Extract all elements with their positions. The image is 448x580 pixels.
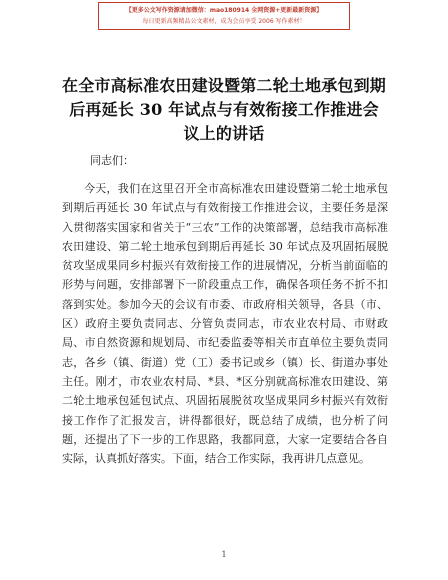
page-number: 1: [221, 550, 227, 559]
body-paragraph: 今天，我们在这里召开全市高标准农田建设暨第二轮土地承包到期后再延长 30 年试点与有效衔接工作推进会议，主要任务是深入贯彻落实国家和省关于“三农”工作的决策部署，总结我市高标准农田建设、第二轮土地承包到期后再延长 30 年试点及巩固拓展脱贫攻坚成果同乡村振兴有效衔接工作的进展情况，分析当前面临的形势与问题，安排部署下一阶段重点工作，确保各项任务不折不扣落到实处。参加今天的会议有市委、市政府相关领导，各县（市、区）政府主要负责同志、分管负责同志，市农业农村局、市财政局、市自然资源和规划局、市纪委监委等相关市直单位主要负责同志，各乡（镇、街道）党（工）委书记或乡（镇）长、街道办事处主任。刚才，市农业农村局、*县、*区分别就高标准农田建设、第二轮土地承包延包试点、巩固拓展脱贫攻坚成果同乡村振兴有效衔接工作作了汇报发言，讲得都很好，既总结了成绩，也分析了问题，还提出了下一步的工作思路，我都同意，大家一定要结合各自实际，认真抓好落实。下面，结合工作实际，我再讲几点意见。: [62, 182, 388, 466]
document-title: 在全市高标准农田建设暨第二轮土地承包到期后再延长 30 年试点与有效衔接工作推进会议上的讲话: [62, 76, 387, 143]
promo-banner: [98, 2, 350, 30]
salutation: 同志们：: [90, 154, 134, 167]
promo-banner-line1: 【更多公文写作资源请加微信：mao180914 全网资源+更新最新资源】: [125, 7, 323, 14]
promo-banner-line2: 每日更新高频精品公文素材，成为会员享受 2006 写作素材！: [142, 18, 306, 25]
